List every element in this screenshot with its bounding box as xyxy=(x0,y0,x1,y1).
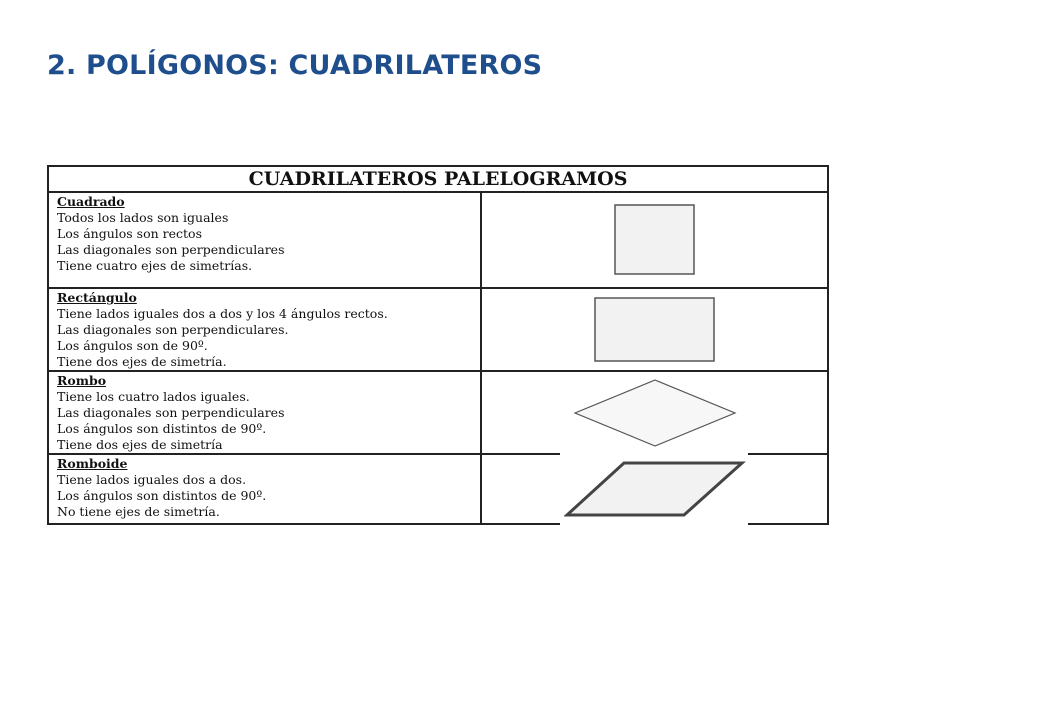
figure-cell xyxy=(481,192,828,288)
page-title: 2. POLÍGONOS: CUADRILATEROS xyxy=(47,50,543,81)
table-row xyxy=(48,371,828,454)
property-line: Tiene lados iguales dos a dos. xyxy=(57,472,247,487)
property-line: Los ángulos son de 90º. xyxy=(57,338,208,353)
square-figure-icon xyxy=(613,203,697,277)
property-line: No tiene ejes de simetría. xyxy=(57,504,220,519)
table-row xyxy=(48,288,828,371)
property-line: Las diagonales son perpendiculares xyxy=(57,242,285,257)
text-cell xyxy=(48,371,481,454)
property-line: Tiene lados iguales dos a dos y los 4 ángulos rectos. xyxy=(57,306,388,321)
property-line: Los ángulos son rectos xyxy=(57,226,202,241)
table-header: CUADRILATEROS PALELOGRAMOS xyxy=(48,166,828,192)
property-line: Todos los lados son iguales xyxy=(57,210,229,225)
shape-name: Cuadrado xyxy=(57,194,125,209)
shape-name: Romboide xyxy=(57,456,128,471)
rhombus-figure-icon xyxy=(572,378,738,448)
property-line: Tiene dos ejes de simetría xyxy=(57,437,223,452)
figure-cell xyxy=(481,454,828,524)
shape-name: Rectángulo xyxy=(57,290,137,305)
property-line: Tiene los cuatro lados iguales. xyxy=(57,389,250,404)
table-row xyxy=(48,192,828,288)
text-cell xyxy=(48,454,481,524)
property-line: Tiene cuatro ejes de simetrías. xyxy=(57,258,253,273)
table-row xyxy=(48,454,828,524)
property-line: Los ángulos son distintos de 90º. xyxy=(57,488,267,503)
figure-cell xyxy=(481,371,828,454)
rhomboid-figure-icon xyxy=(564,458,746,520)
property-line: Las diagonales son perpendiculares. xyxy=(57,322,289,337)
text-cell xyxy=(48,288,481,371)
figure-cell xyxy=(481,288,828,371)
property-line: Los ángulos son distintos de 90º. xyxy=(57,421,267,436)
quadrilaterals-table xyxy=(47,165,829,525)
rectangle-figure-icon xyxy=(593,296,717,364)
table-header-row xyxy=(48,166,828,192)
shape-name: Rombo xyxy=(57,373,107,388)
text-cell xyxy=(48,192,481,288)
property-line: Las diagonales son perpendiculares xyxy=(57,405,285,420)
property-line: Tiene dos ejes de simetría. xyxy=(57,354,227,369)
